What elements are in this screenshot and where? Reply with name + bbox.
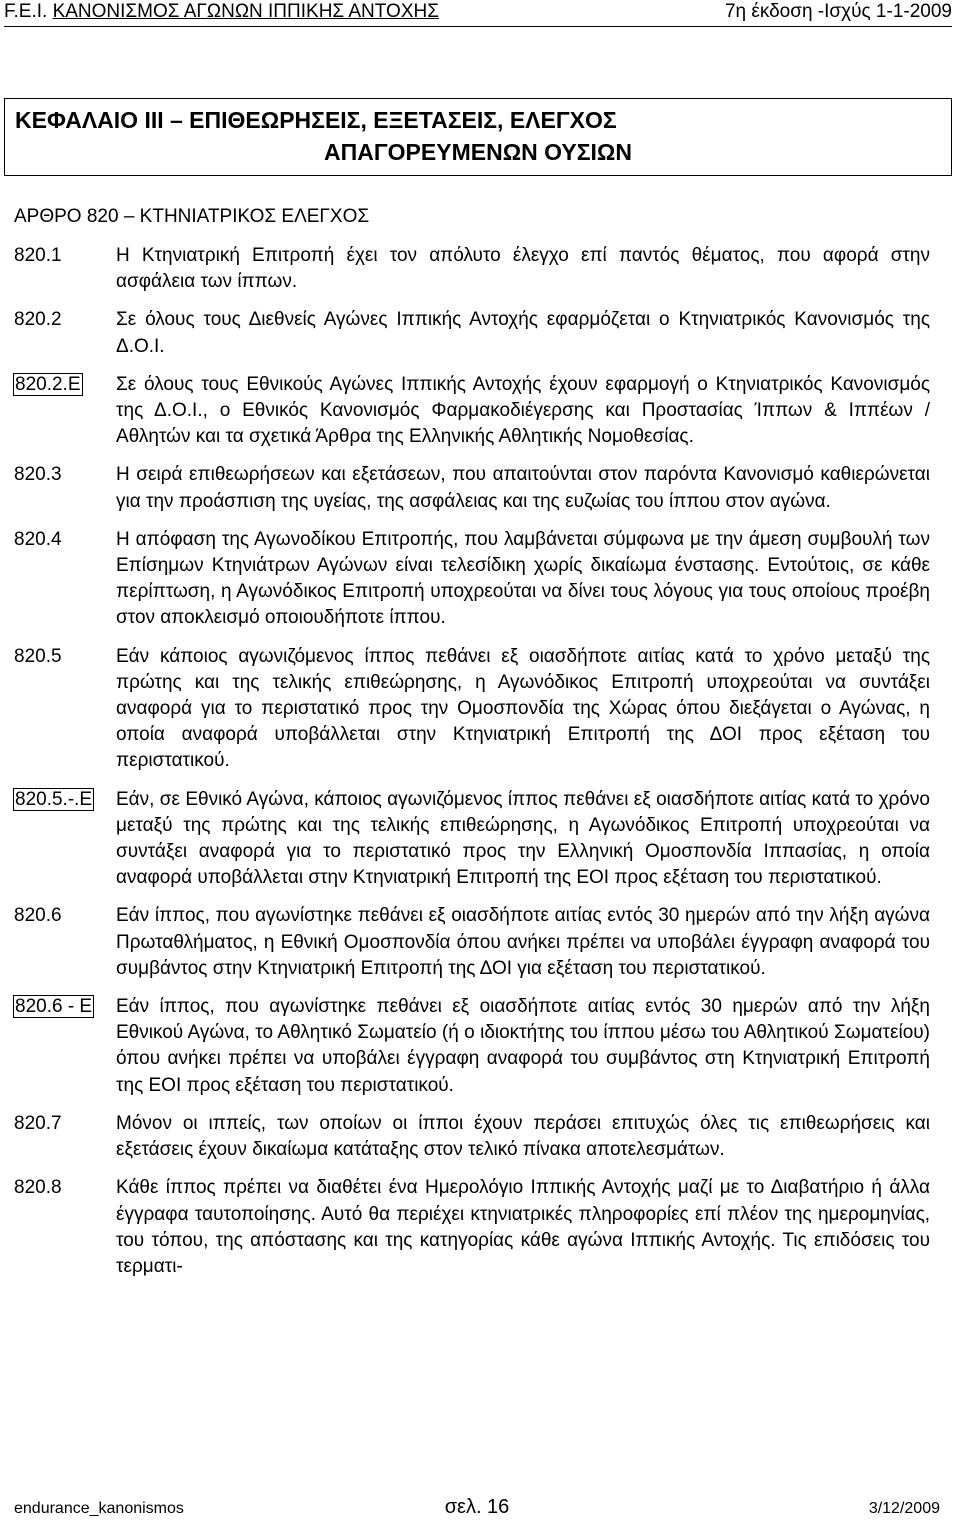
clause-number: 820.6 - Ε bbox=[15, 996, 93, 1018]
clause-820-5-e bbox=[14, 787, 930, 892]
clause-820-5 bbox=[14, 644, 930, 775]
clauses-list bbox=[14, 243, 930, 1292]
chapter-title-line2: ΑΠΑΓΟΡΕΥΜΕΝΩΝ ΟΥΣΙΩΝ bbox=[324, 139, 632, 165]
footer-date: 3/12/2009 bbox=[868, 1500, 940, 1517]
clause-text: Σε όλους τους Εθνικούς Αγώνες Ιππικής Αντοχής έχουν εφαρμογή ο Κτηνιατρικός Κανονισμός της Δ.Ο.Ι., ο Εθνικός Κανονισμός Φαρμακοδιέγερσης και Προστασίας Ίππων & Ιππέων / Αθλητών και τα σχετικά Άρθρα της Ελληνικής Αθλητικής Νομοθεσίας. bbox=[116, 373, 930, 448]
clause-number-boxed bbox=[14, 994, 116, 1099]
footer-page-number: σελ. 16 bbox=[444, 1496, 510, 1518]
clause-820-2-e bbox=[14, 372, 930, 451]
clause-820-6-e bbox=[14, 994, 930, 1099]
clause-820-4 bbox=[14, 527, 930, 632]
clause-number: 820.1 bbox=[14, 245, 62, 266]
clause-number-boxed bbox=[14, 372, 116, 451]
clause-text: Η Κτηνιατρική Επιτροπή έχει τον απόλυτο έλεγχο επί παντός θέματος, που αφορά στην ασφάλεια των ίππων. bbox=[116, 245, 930, 293]
clause-number: 820.3 bbox=[14, 464, 62, 486]
chapter-title-box bbox=[4, 98, 952, 176]
page-footer bbox=[14, 1496, 940, 1520]
clause-number: 820.6 bbox=[14, 905, 62, 927]
clause-text: Εάν ίππος, που αγωνίστηκε πεθάνει εξ οιασδήποτε αιτίας εντός 30 ημερών από την λήξη αγώνα Πρωταθλήματος, η Εθνική Ομοσπονδία όπου ανήκει πρέπει να υποβάλει έγγραφη αναφορά του συμβάντος στην Κτηνιατρική Επιτροπή της ΔΟΙ για εξέταση του περιστατικού. bbox=[116, 905, 930, 979]
clause-820-1 bbox=[14, 243, 930, 295]
header-prefix: F.E.I. bbox=[4, 1, 48, 22]
clause-820-2 bbox=[14, 307, 930, 359]
article-title: ΑΡΘΡΟ 820 – ΚΤΗΝΙΑΤΡΙΚΟΣ ΕΛΕΓΧΟΣ bbox=[14, 206, 370, 227]
clause-number: 820.5 bbox=[14, 645, 62, 667]
clause-text: Σε όλους τους Διεθνείς Αγώνες Ιππικής Αντοχής εφαρμόζεται ο Κτηνιατρικός Κανονισμός της Δ.Ο.Ι. bbox=[116, 309, 930, 357]
header-edition: 7η έκδοση -Ισχύς 1-1-2009 bbox=[724, 1, 952, 22]
clause-text: Εάν κάποιος αγωνιζόμενος ίππος πεθάνει εξ οιασδήποτε αιτίας κατά το χρόνο μεταξύ της πρώτης και της τελικής επιθεώρησης, η Αγωνόδικος Επιτροπή υποχρεούται να συντάξει αναφορά για το περιστατικό προς την Ομοσπονδία της Χώρας όπου διεξάγεται ο Αγώνας, η οποία αναφορά υποβάλλεται στην Κτηνιατρική Επιτροπή της ΔΟΙ προς εξέταση του περιστατικού. bbox=[116, 645, 930, 772]
running-header bbox=[4, 0, 952, 27]
clause-number: 820.2 bbox=[14, 309, 62, 331]
clause-820-6 bbox=[14, 903, 930, 982]
footer-filename: endurance_kanonismos bbox=[14, 1500, 184, 1517]
clause-number: 820.7 bbox=[14, 1112, 62, 1134]
clause-text: Η σειρά επιθεωρήσεων και εξετάσεων, που απαιτούνται στον παρόντα Κανονισμό καθιερώνεται για την προάσπιση της υγείας, της ασφάλειας και της ευζωίας του ίππου στον αγώνα. bbox=[116, 464, 930, 512]
chapter-title-line1: ΚΕΦΑΛΑΙΟ ΙΙΙ – ΕΠΙΘΕΩΡΗΣΕΙΣ, ΕΞΕΤΑΣΕΙΣ, ΕΛΕΓΧΟΣ bbox=[15, 107, 617, 133]
clause-number-boxed bbox=[14, 787, 116, 892]
clause-number: 820.4 bbox=[14, 528, 62, 550]
clause-number: 820.2.Ε bbox=[15, 373, 81, 395]
clause-text: Εάν ίππος, που αγωνίστηκε πεθάνει εξ οιασδήποτε αιτίας εντός 30 ημερών από την λήξη Εθνικού Αγώνα, το Αθλητικό Σωματείο (ή ο ιδιοκτήτης του ίππου μέσω του Αθλητικού Σωματείου) όπου ανήκει πρέπει να υποβάλει έγγραφη αναφορά του συμβάντος στη Κτηνιατρική Επιτροπή της ΕΟΙ προς εξέταση του περιστατικού. bbox=[116, 996, 930, 1096]
clause-820-8 bbox=[14, 1175, 930, 1280]
clause-number: 820.8 bbox=[14, 1177, 62, 1199]
header-left bbox=[4, 0, 439, 24]
clause-text: Εάν, σε Εθνικό Αγώνα, κάποιος αγωνιζόμενος ίππος πεθάνει εξ οιασδήποτε αιτίας κατά το χρόνο μεταξύ της πρώτης και της τελικής επιθεώρησης, η Αγωνόδικος Επιτροπή υποχρεούται να συντάξει αναφορά για το περιστατικό προς την Ελληνική Ομοσπονδία Ιππασίας, η οποία αναφορά υποβάλλεται στην Κτηνιατρική Επιτροπή της ΕΟΙ προς εξέταση του περιστατικού. bbox=[116, 788, 930, 889]
clause-820-7 bbox=[14, 1111, 930, 1163]
clause-text: Κάθε ίππος πρέπει να διαθέτει ένα Ημερολόγιο Ιππικής Αντοχής μαζί με το Διαβατήριο ή άλλα έγγραφα ταυτοποίησης. Αυτό θα περιέχει κτηνιατρικές πληροφορίες επί πλέον της ημερομηνίας, του τόπου, της απόστασης και της κατηγορίας κάθε αγώνα Ιππικής Αντοχής. Τις επιδόσεις του τερματι- bbox=[116, 1177, 930, 1277]
header-title: ΚΑΝΟΝΙΣΜΟΣ ΑΓΩΝΩΝ ΙΠΠΙΚΗΣ ΑΝΤΟΧΗΣ bbox=[52, 1, 439, 22]
clause-820-3 bbox=[14, 462, 930, 514]
clause-text: Η απόφαση της Αγωνοδίκου Επιτροπής, που λαμβάνεται σύμφωνα με την άμεση συμβουλή των Επίσημων Κτηνιάτρων Αγώνων είναι τελεσίδικη χωρίς δικαίωμα ένστασης. Εντούτοις, σε κάθε περίπτωση, η Αγωνόδικος Επιτροπή υποχρεούται να δίνει τους λόγους για τους οποίους προέβη στον αποκλεισμό οποιουδήποτε ίππου. bbox=[116, 528, 930, 629]
clause-number: 820.5.-.Ε bbox=[15, 788, 93, 810]
clause-text: Μόνον οι ιππείς, των οποίων οι ίπποι έχουν περάσει επιτυχώς όλες τις επιθεωρήσεις και εξετάσεις έχουν δικαίωμα κατάταξης στον τελικό πίνακα αποτελεσμάτων. bbox=[116, 1112, 930, 1161]
